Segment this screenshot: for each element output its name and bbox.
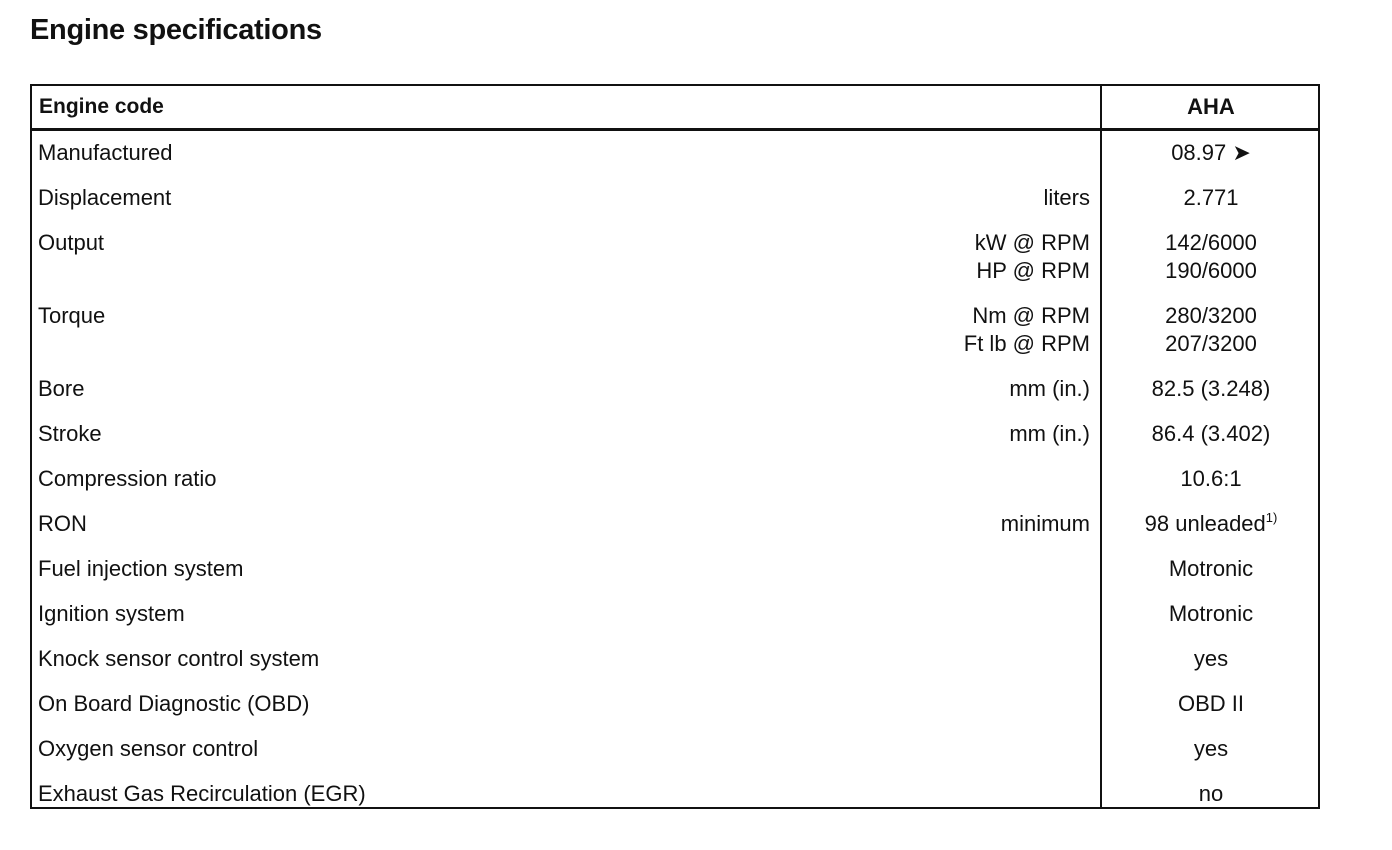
- spec-value: yes: [1193, 646, 1229, 671]
- spec-values: [1102, 600, 1320, 628]
- table-row: [32, 412, 1318, 457]
- spec-label: Oxygen sensor control: [38, 736, 259, 761]
- spec-value: 08.97 ➤: [1171, 140, 1251, 165]
- table-row: [32, 502, 1318, 547]
- spec-values: [1102, 510, 1320, 538]
- spec-value: 82.5 (3.248): [1151, 376, 1271, 401]
- spec-value: 142/6000: [1165, 230, 1257, 255]
- table-row: [32, 682, 1318, 727]
- spec-value-line: [1102, 229, 1320, 257]
- spec-value-line: [1102, 330, 1320, 358]
- spec-label: Output: [38, 230, 105, 255]
- spec-value-line: [1102, 600, 1320, 628]
- spec-unit: minimum: [1000, 511, 1090, 536]
- spec-value-line: [1102, 257, 1320, 285]
- spec-value: 10.6:1: [1180, 466, 1242, 491]
- table-row: [32, 637, 1318, 682]
- table-row: [32, 547, 1318, 592]
- spec-units: [1009, 375, 1090, 403]
- spec-value-line: [1102, 420, 1320, 448]
- spec-unit: mm (in.): [1009, 376, 1090, 401]
- spec-values: [1102, 555, 1320, 583]
- spec-values: [1102, 184, 1320, 212]
- spec-value-line: [1102, 375, 1320, 403]
- spec-label: Exhaust Gas Recirculation (EGR): [38, 781, 366, 806]
- spec-label: Fuel injection system: [38, 556, 244, 581]
- spec-value: 86.4 (3.402): [1151, 421, 1271, 446]
- spec-value-line: [1102, 302, 1320, 330]
- spec-unit: liters: [1043, 185, 1090, 210]
- spec-units: [964, 302, 1090, 358]
- table-row: [32, 221, 1318, 294]
- spec-values: [1102, 229, 1320, 285]
- table-row: [32, 592, 1318, 637]
- spec-unit: Ft lb @ RPM: [963, 331, 1090, 356]
- table-header-row: [32, 86, 1318, 131]
- spec-value: no: [1198, 781, 1224, 806]
- spec-values: [1102, 302, 1320, 358]
- spec-units: [975, 229, 1090, 285]
- spec-label: Torque: [38, 303, 106, 328]
- spec-value-line: [1102, 645, 1320, 673]
- table-row: [32, 727, 1318, 772]
- spec-label: On Board Diagnostic (OBD): [38, 691, 310, 716]
- spec-value-line: [1102, 184, 1320, 212]
- table-body: [32, 131, 1318, 817]
- spec-values: [1102, 645, 1320, 673]
- spec-value: 207/3200: [1165, 331, 1257, 356]
- table-row: [32, 294, 1318, 367]
- header-engine-code-label: Engine code: [39, 95, 164, 118]
- spec-value: OBD II: [1177, 691, 1244, 716]
- spec-value-line: [1102, 690, 1320, 718]
- spec-values: [1102, 690, 1320, 718]
- spec-value-line: [1102, 555, 1320, 583]
- spec-values: [1102, 735, 1320, 763]
- spec-values: [1102, 420, 1320, 448]
- spec-value: yes: [1193, 736, 1229, 761]
- spec-units: [1009, 420, 1090, 448]
- spec-unit: mm (in.): [1009, 421, 1090, 446]
- spec-units: [1044, 184, 1090, 212]
- spec-values: [1102, 139, 1320, 167]
- spec-values: [1102, 375, 1320, 403]
- spec-units: [1001, 510, 1090, 538]
- spec-label: RON: [38, 511, 87, 536]
- spec-value-line: [1102, 139, 1320, 167]
- spec-value: 2.771: [1183, 185, 1239, 210]
- table-row: [32, 131, 1318, 176]
- spec-value: 98 unleaded: [1144, 511, 1266, 536]
- spec-unit: kW @ RPM: [974, 230, 1090, 255]
- spec-value-line: [1102, 510, 1320, 538]
- engine-spec-table: [30, 84, 1320, 809]
- spec-value: Motronic: [1168, 556, 1254, 581]
- table-row: [32, 176, 1318, 221]
- header-engine-code-value: AHA: [1187, 94, 1235, 119]
- spec-label: Displacement: [38, 185, 172, 210]
- spec-unit: Nm @ RPM: [972, 303, 1090, 328]
- page-title: Engine specifications: [30, 14, 322, 46]
- spec-value: 190/6000: [1165, 258, 1257, 283]
- spec-values: [1102, 465, 1320, 493]
- spec-value-line: [1102, 735, 1320, 763]
- spec-value-line: [1102, 465, 1320, 493]
- spec-value: Motronic: [1168, 601, 1254, 626]
- spec-label: Bore: [38, 376, 85, 401]
- spec-values: [1102, 780, 1320, 808]
- table-row: [32, 367, 1318, 412]
- table-row: [32, 772, 1318, 817]
- spec-label: Ignition system: [38, 601, 185, 626]
- spec-label: Knock sensor control system: [38, 646, 320, 671]
- spec-label: Stroke: [38, 421, 102, 446]
- spec-value: 280/3200: [1165, 303, 1257, 328]
- spec-unit: HP @ RPM: [976, 258, 1090, 283]
- footnote-marker: 1): [1265, 510, 1278, 525]
- spec-label: Manufactured: [38, 140, 173, 165]
- spec-label: Compression ratio: [38, 466, 217, 491]
- spec-value-line: [1102, 780, 1320, 808]
- table-row: [32, 457, 1318, 502]
